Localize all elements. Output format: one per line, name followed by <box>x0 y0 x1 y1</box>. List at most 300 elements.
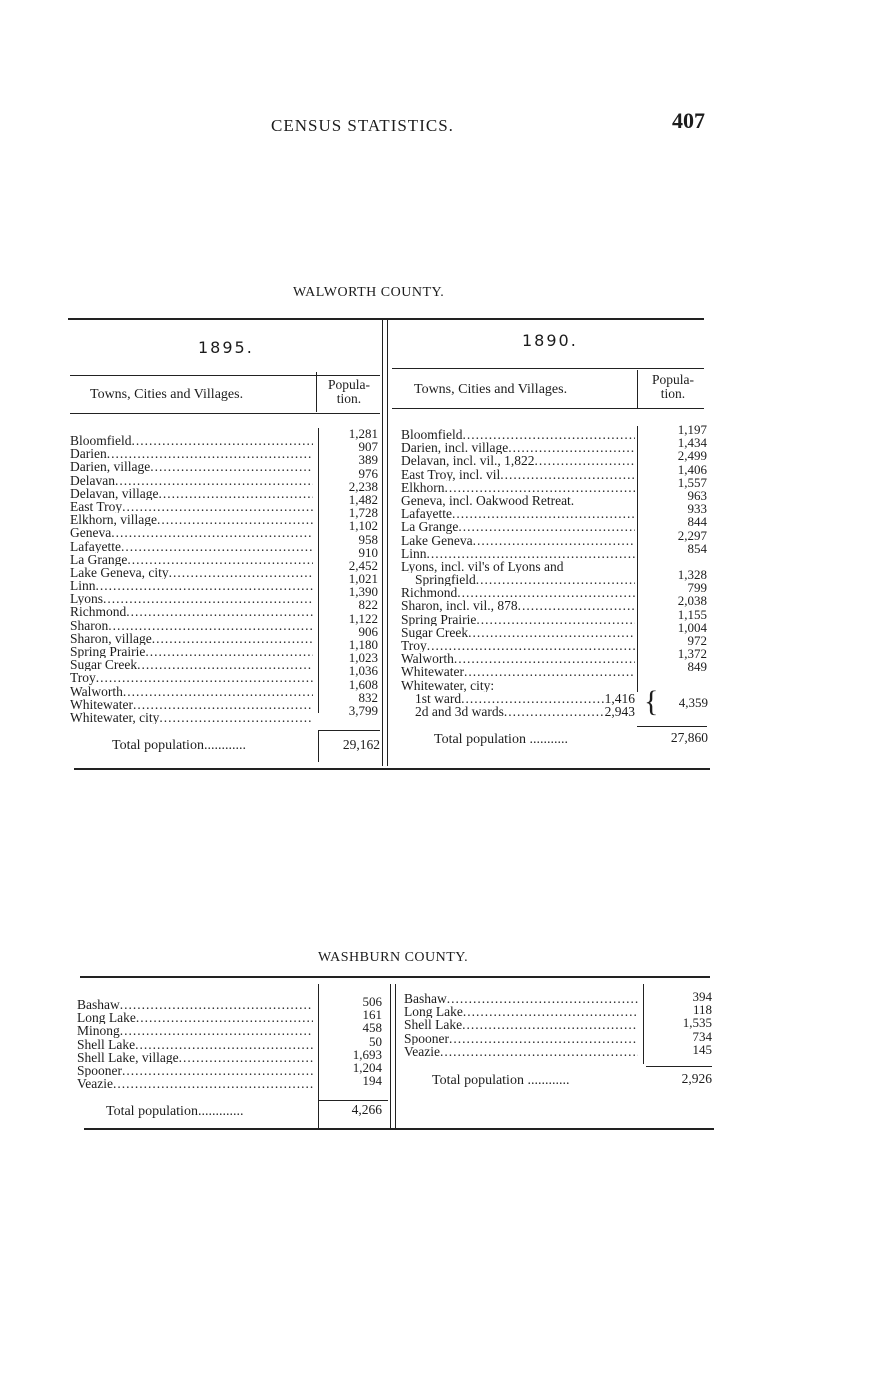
town-name: La Grange <box>401 520 459 534</box>
row-label <box>70 474 313 487</box>
row-label <box>404 1018 638 1031</box>
town-name: Linn <box>401 546 427 560</box>
town-name: Spooner <box>404 1031 449 1045</box>
table-row <box>70 474 313 487</box>
population-value: 1,036 <box>348 663 378 679</box>
body-divider-1890 <box>637 426 638 692</box>
town-name: Whitewater, city: <box>401 678 495 692</box>
leader-dots <box>137 658 313 671</box>
leader-dots <box>457 586 635 599</box>
table-row <box>401 494 635 507</box>
population-value: 1,535 <box>682 1015 712 1031</box>
col-towns-header-1890: Towns, Cities and Villages. <box>414 382 568 397</box>
table-row <box>70 566 313 579</box>
population-value: 1,204 <box>352 1059 382 1075</box>
row-label <box>77 1024 313 1037</box>
leader-dots <box>145 645 313 658</box>
row-label <box>70 540 313 553</box>
town-name: Elkhorn, village <box>70 513 157 527</box>
population-value: 1,728 <box>348 505 378 521</box>
row-label <box>70 711 313 724</box>
town-name: Lyons <box>70 592 104 606</box>
population-value: 1,372 <box>677 646 707 662</box>
row-label <box>70 500 313 513</box>
col-population-header-line2: tion. <box>336 391 362 406</box>
table-row <box>70 658 313 671</box>
leader-dots <box>113 1077 313 1090</box>
row-label <box>401 481 635 494</box>
table-row <box>77 1038 313 1051</box>
leader-dots <box>120 998 313 1011</box>
table-row <box>401 626 635 639</box>
col-population-header-1890 <box>642 373 704 401</box>
row-label <box>401 692 635 705</box>
town-name: Delavan, incl. vil., 1,822 <box>401 454 535 468</box>
town-name: Bloomfield <box>70 434 132 448</box>
population-value: 849 <box>687 659 707 675</box>
col-population-header-line1: Popula- <box>652 372 694 387</box>
population-value: 2,297 <box>677 527 707 543</box>
town-name: Delavan <box>70 473 115 487</box>
population-value: 1,281 <box>348 426 378 441</box>
leader-dots <box>135 1038 313 1051</box>
washburn-1890-populations <box>650 990 712 1056</box>
population-value: 907 <box>358 439 378 455</box>
leader-dots <box>121 540 313 553</box>
town-name: Long Lake <box>404 1005 463 1019</box>
population-value: 910 <box>358 544 378 560</box>
population-value: 506 <box>362 994 382 1009</box>
town-name: Spring Prairie <box>70 645 146 659</box>
row-label <box>404 1032 638 1045</box>
header-rule-1890 <box>392 368 704 369</box>
town-name: Richmond <box>70 605 127 619</box>
population-value: 2,038 <box>677 593 707 609</box>
row-label <box>401 599 635 612</box>
population-value: 1,406 <box>677 461 707 477</box>
town-name: Sharon, village <box>70 631 152 646</box>
leader-dots <box>427 639 635 652</box>
population-value: 832 <box>358 689 378 705</box>
row-label <box>70 658 313 671</box>
row-label <box>401 679 635 692</box>
leader-dots <box>179 1051 313 1064</box>
row-label <box>70 460 313 473</box>
table-row <box>70 434 313 447</box>
washburn-1890-rows <box>404 992 638 1058</box>
town-name: Whitewater <box>70 697 133 711</box>
table-row <box>401 705 635 718</box>
population-value: 933 <box>687 501 707 517</box>
population-value: 963 <box>687 487 707 503</box>
population-value: 1,023 <box>348 650 378 666</box>
table-row <box>404 1045 638 1058</box>
washburn-total-1890: 2,926 <box>681 1071 712 1086</box>
town-name: Shell Lake <box>77 1037 136 1051</box>
leader-dots <box>445 481 636 494</box>
table-center-divider-right <box>387 320 388 766</box>
population-value: 1,328 <box>677 567 707 583</box>
table-row <box>77 1011 313 1024</box>
table-row <box>401 573 635 586</box>
table-row <box>70 592 313 605</box>
town-name: Bashaw <box>404 992 447 1006</box>
table-row <box>70 460 313 473</box>
total-population-label: Total population <box>434 732 526 747</box>
row-label <box>401 441 635 454</box>
leader-dots <box>461 692 605 705</box>
row-label <box>70 592 313 605</box>
town-name: Whitewater, city <box>70 710 160 725</box>
row-label <box>70 605 313 618</box>
table-row <box>70 553 313 566</box>
town-name: Darien <box>70 447 107 461</box>
population-value: 118 <box>692 1002 712 1018</box>
population-value: 2,238 <box>348 478 378 494</box>
table-row <box>70 685 313 698</box>
table-row <box>401 679 635 692</box>
washburn-divider-1890 <box>643 984 644 1064</box>
ward-population: 2,943 <box>604 704 635 719</box>
population-value: 3,799 <box>348 702 378 718</box>
total-rule-1895 <box>318 730 380 731</box>
town-name: Long Lake <box>77 1011 136 1025</box>
walworth-1890-populations <box>645 423 707 674</box>
table-row <box>401 468 635 481</box>
whitewater-city-total-1890: 4,359 <box>678 695 708 710</box>
town-name: Sharon <box>70 618 109 632</box>
row-label <box>404 992 638 1005</box>
town-name: Walworth <box>70 684 123 698</box>
table-row <box>70 513 313 526</box>
town-name: East Troy, incl. vil <box>401 467 501 481</box>
table-row <box>77 1024 313 1037</box>
row-label <box>77 1011 313 1024</box>
row-label <box>401 534 635 547</box>
population-value: 906 <box>358 623 378 639</box>
leader-dots <box>169 566 313 579</box>
population-value: 958 <box>358 531 378 547</box>
table-row <box>401 534 635 547</box>
population-value: 2,452 <box>348 557 378 573</box>
population-value: 50 <box>369 1033 382 1049</box>
table-top-rule <box>68 318 704 320</box>
table-row <box>401 692 635 705</box>
town-name: Troy <box>401 639 427 653</box>
table-row <box>401 586 635 599</box>
leader-dots <box>454 652 635 665</box>
table-row <box>70 619 313 632</box>
leader-dots <box>150 460 313 473</box>
body-divider-1895 <box>318 428 319 713</box>
leader-dots <box>440 1045 638 1058</box>
town-name: Veazie <box>77 1077 113 1091</box>
table-row <box>70 540 313 553</box>
row-label <box>70 632 313 645</box>
table-bottom-rule <box>74 768 710 770</box>
population-value: 2,499 <box>677 448 707 464</box>
table-row <box>404 1018 638 1031</box>
town-name: Springfield <box>415 573 476 587</box>
population-value: 1,180 <box>348 637 378 652</box>
population-value: 972 <box>687 633 707 648</box>
table-row <box>401 481 635 494</box>
row-label <box>401 573 635 586</box>
row-label <box>404 1005 638 1018</box>
leader-dots <box>476 613 635 626</box>
leader-dots <box>96 579 314 592</box>
leader-dots <box>447 992 638 1005</box>
leader-dots <box>96 671 313 684</box>
total-divider-1895 <box>318 730 319 762</box>
col-population-header-line1: Popula- <box>328 377 370 392</box>
table-row <box>401 507 635 520</box>
leader-dots <box>534 454 635 467</box>
leader-dots <box>452 507 635 520</box>
town-name: East Troy <box>70 499 123 514</box>
table-row <box>70 487 313 500</box>
col-towns-header-1895: Towns, Cities and Villages. <box>90 387 244 402</box>
leader-dots <box>500 468 635 481</box>
leader-dots <box>126 605 313 618</box>
population-value: 1,608 <box>348 676 378 692</box>
table-row <box>404 992 638 1005</box>
row-label <box>401 626 635 639</box>
walworth-1895-rows <box>70 434 313 724</box>
row-label <box>401 454 635 467</box>
town-name: Elkhorn <box>401 480 445 494</box>
table-row <box>401 454 635 467</box>
town-name: Geneva <box>70 526 112 540</box>
table-row <box>401 652 635 665</box>
washburn-divider-1895 <box>318 984 319 1128</box>
row-label <box>70 526 313 539</box>
leader-dots <box>152 632 313 645</box>
town-name: Minong <box>77 1024 120 1038</box>
washburn-center-divider-right <box>395 984 396 1128</box>
total-population-label-1895 <box>112 738 246 754</box>
row-label <box>70 566 313 579</box>
year-1895-heading: 1895. <box>198 338 254 357</box>
leader-dots <box>159 711 313 724</box>
town-name: Lafayette <box>70 539 121 553</box>
header-divider-1890 <box>637 370 638 408</box>
table-row <box>77 1051 313 1064</box>
town-name: Geneva, incl. Oakwood Retreat. <box>401 493 575 508</box>
population-value: 1,021 <box>348 571 378 587</box>
population-value: 844 <box>687 514 707 530</box>
leader-dots <box>504 705 605 718</box>
town-name: Darien, village <box>70 460 151 474</box>
row-label <box>70 645 313 658</box>
leader-dots <box>111 526 313 539</box>
leader-dots <box>103 592 313 605</box>
row-label <box>70 698 313 711</box>
table-row <box>77 998 313 1011</box>
total-population-1895: 29,162 <box>342 737 380 752</box>
town-name: Sugar Creek <box>401 625 469 640</box>
leader-dots <box>462 1018 638 1031</box>
town-name: Spring Prairie <box>401 612 477 626</box>
ward-population: 1,416 <box>604 691 635 705</box>
town-name: Spooner <box>77 1063 122 1078</box>
page-title: CENSUS STATISTICS. <box>271 116 454 135</box>
table-row <box>404 1032 638 1045</box>
leader-dots <box>133 698 313 711</box>
population-value: 145 <box>692 1041 712 1057</box>
leader-dots <box>427 547 636 560</box>
row-label <box>401 586 635 599</box>
town-name: Sugar Creek <box>70 658 138 672</box>
table-row <box>70 645 313 658</box>
population-value: 822 <box>358 597 378 613</box>
population-value: 394 <box>692 989 712 1004</box>
population-value: 389 <box>358 452 378 468</box>
row-label <box>401 520 635 533</box>
row-label <box>70 579 313 592</box>
washburn-bottom-rule <box>84 1128 714 1130</box>
leader-dots <box>108 619 313 632</box>
leader-dots <box>463 428 636 441</box>
row-label <box>70 619 313 632</box>
washburn-total-label-1895 <box>106 1104 243 1120</box>
population-value: 1,390 <box>348 584 378 600</box>
town-name: 1st ward <box>415 691 462 705</box>
leader-dots <box>115 474 313 487</box>
row-label <box>401 705 635 718</box>
population-value: 1,102 <box>348 518 378 534</box>
washburn-total-label-1890 <box>432 1073 569 1089</box>
washburn-1895-rows <box>77 998 313 1090</box>
washburn-center-divider-left <box>390 984 391 1128</box>
row-label <box>77 1038 313 1051</box>
town-name: Bashaw <box>77 998 120 1012</box>
table-row <box>401 639 635 652</box>
population-value: 1,482 <box>348 491 378 507</box>
leader-dots <box>122 1064 313 1077</box>
row-label <box>77 1051 313 1064</box>
row-label <box>404 1045 638 1058</box>
town-name: Darien, incl. village <box>401 441 509 455</box>
town-name: Veazie <box>404 1044 440 1058</box>
town-name: Bloomfield <box>401 428 463 442</box>
table-row <box>77 1077 313 1090</box>
row-label <box>401 652 635 665</box>
town-name: Lyons, incl. vil's of Lyons and <box>401 559 564 574</box>
row-label <box>401 665 635 678</box>
town-name: Shell Lake, village <box>77 1050 179 1064</box>
row-label <box>401 507 635 520</box>
leader-dots <box>120 1024 313 1037</box>
table-row <box>401 441 635 454</box>
table-row <box>70 632 313 645</box>
table-row <box>70 526 313 539</box>
town-name: Delavan, village <box>70 486 159 500</box>
washburn-total-1895: 4,266 <box>351 1102 382 1117</box>
leader-dots <box>458 520 635 533</box>
row-label <box>70 447 313 460</box>
row-label <box>401 468 635 481</box>
walworth-1890-rows <box>401 428 635 718</box>
town-name: Walworth <box>401 652 454 666</box>
total-population-label: Total population <box>432 1073 524 1088</box>
row-label <box>70 434 313 447</box>
town-name: Sharon, incl. vil., 878 <box>401 599 518 613</box>
col-population-header-line2: tion. <box>660 386 686 401</box>
population-value: 1,004 <box>677 619 707 635</box>
row-label <box>77 998 313 1011</box>
population-value: 854 <box>687 540 707 556</box>
row-label <box>70 685 313 698</box>
header-divider-1895 <box>316 372 317 412</box>
total-population-1890: 27,860 <box>670 730 708 745</box>
table-row <box>70 579 313 592</box>
header-bottom-rule-1890 <box>392 408 704 409</box>
row-label <box>401 613 635 626</box>
population-value: 1,155 <box>677 606 707 622</box>
leader-dots <box>157 513 313 526</box>
population-value: 1,197 <box>677 422 707 437</box>
table-row <box>70 711 313 724</box>
row-label <box>70 671 313 684</box>
leader-dots <box>122 500 313 513</box>
table-row <box>401 428 635 441</box>
leader-dots <box>476 573 635 586</box>
leader-dots <box>123 685 313 698</box>
leader-dots: ........... <box>525 732 568 747</box>
table-row <box>70 605 313 618</box>
row-label <box>401 494 635 507</box>
row-label <box>401 639 635 652</box>
table-row <box>401 560 635 573</box>
total-population-label: Total population <box>112 738 204 753</box>
row-label <box>401 547 635 560</box>
walworth-1895-populations <box>322 427 378 717</box>
population-value: 976 <box>358 465 378 481</box>
population-value: 1,557 <box>677 474 707 490</box>
row-label <box>77 1077 313 1090</box>
leader-dots: ............ <box>523 1073 570 1088</box>
population-value: 1,693 <box>352 1046 382 1062</box>
leader-dots <box>518 599 635 612</box>
town-name: Richmond <box>401 586 458 600</box>
row-label <box>401 560 635 573</box>
header-bottom-rule-1895 <box>70 413 380 414</box>
washburn-total-rule-1895 <box>318 1100 388 1101</box>
leader-dots <box>468 626 635 639</box>
leader-dots <box>449 1032 638 1045</box>
table-row <box>70 500 313 513</box>
population-value: 161 <box>362 1007 382 1023</box>
population-value: 799 <box>687 580 707 596</box>
total-population-label-1890 <box>434 732 568 748</box>
population-value: 194 <box>362 1073 382 1089</box>
town-name: Linn <box>70 579 96 593</box>
washburn-county-title: WASHBURN COUNTY. <box>318 950 469 965</box>
leader-dots <box>158 487 313 500</box>
table-row <box>70 447 313 460</box>
table-center-divider-left <box>382 320 383 766</box>
page-number: 407 <box>672 108 705 133</box>
col-population-header-1895 <box>320 378 378 406</box>
table-row <box>401 665 635 678</box>
washburn-1895-populations <box>322 995 382 1087</box>
year-1890-heading: 1890. <box>522 331 578 350</box>
town-name: Lake Geneva <box>401 533 473 547</box>
row-label <box>70 487 313 500</box>
leader-dots <box>107 447 313 460</box>
row-label <box>77 1064 313 1077</box>
